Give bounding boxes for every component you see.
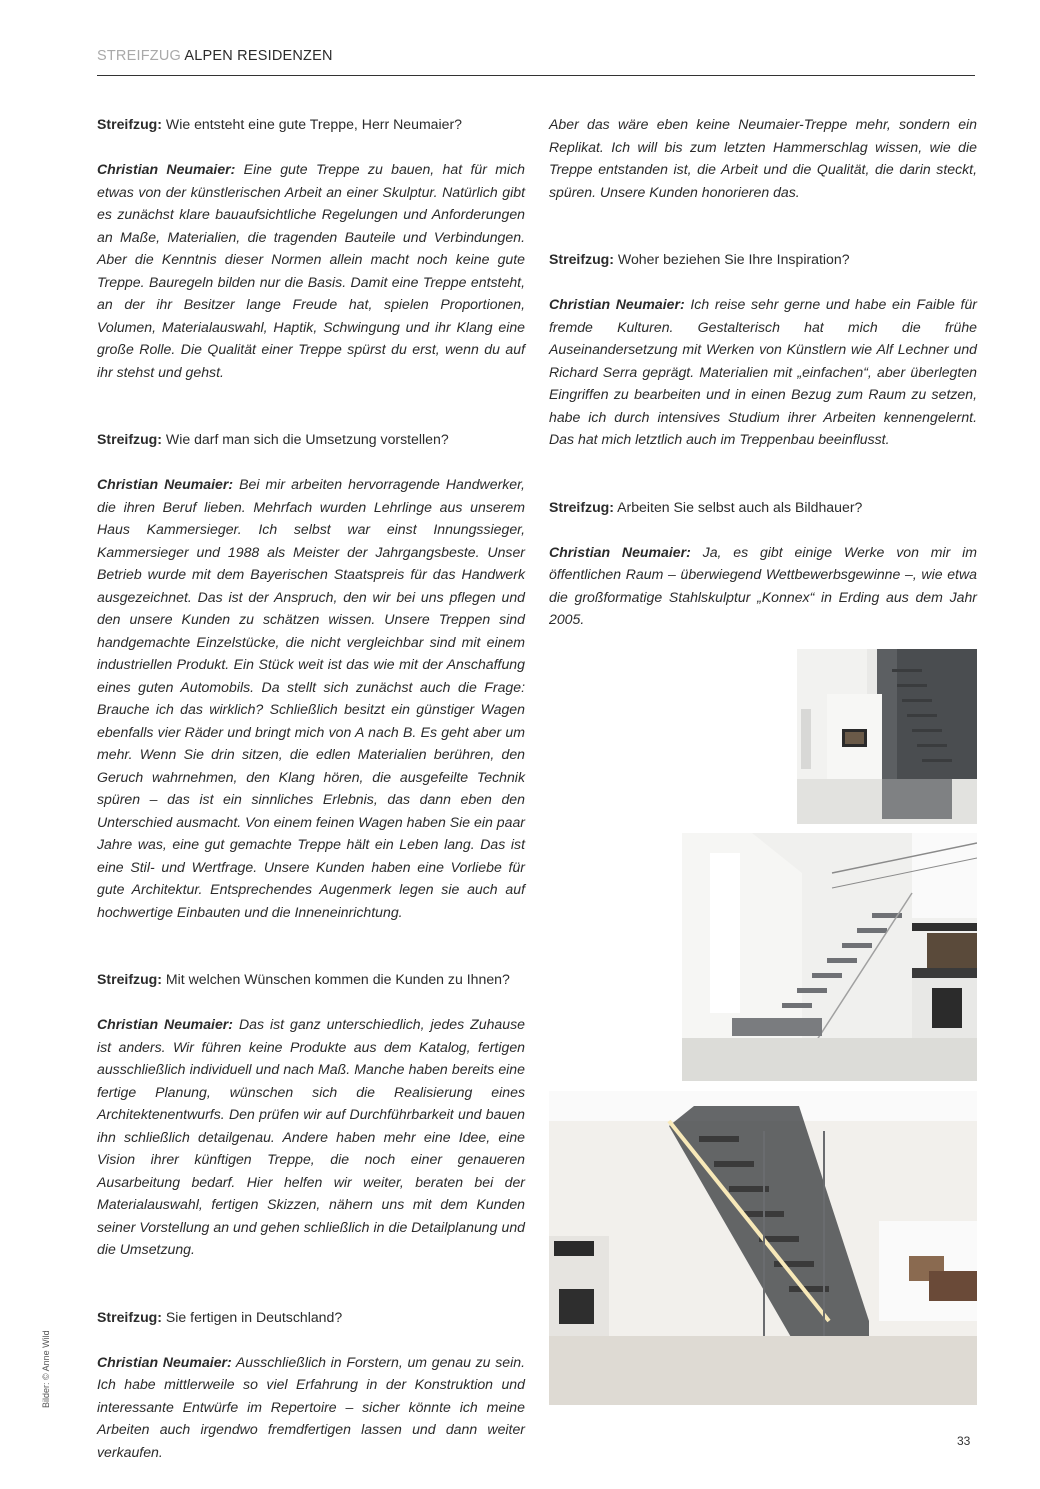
header-magazine: ALPEN RESIDENZEN [184,48,333,64]
question [549,496,977,519]
question-text: Mit welchen Wünschen kommen die Kunden zu Ihnen? [161,971,510,987]
speaker-label: Streifzug: [97,1308,162,1325]
speaker-label: Streifzug: [97,971,162,987]
answer-text: Ja, es gibt einige Werke von mir im öffentlichen Raum – überwiegend Wettbewerbsgewinne –, wie etwa die großformatige Stahlskulptur „Konnex“ in Erding aus dem Jahr 2005. [549,543,977,627]
speaker-label: Christian Neumaier: [97,476,234,492]
question-text: Arbeiten Sie selbst auch als Bildhauer? [613,498,863,515]
answer-text: Bei mir arbeiten hervorragende Handwerker, die ihren Beruf lieben. Mehrfach wurden Lehrlinge aus unserem Haus Kammersieger. Ich selbst war einst Innungssieger, Kammersieger und 1988 als Meister der Jahrgangsbeste. Unser Betrieb wurde mit dem Bayerischen Staatspreis für das Handwerk ausgezeichnet. Das ist der Anspruch, den wir bei uns pflegen und den unsere Kunden zu schätzen wissen. Unsere Treppen sind handgemachte Einzelstücke, die nicht vergleichbar sind mit einem industriellen Produkt. Ein Stück weit ist das wie mit der Anschaffung eines guten Automobils. Da stellt sich zunächst auch die Frage: Brauche ich das wirklich? Schließlich besitzt ein günstiger Wagen ebenfalls vier Räder und bringt mich von A nach B. Es geht aber um mehr. Wenn Sie drin sitzen, die edlen Materialien berühren, den Geruch wahrnehmen, den Klang hören, die ausgefeilte Technik spüren – das ist ein sinnliches Erlebnis, das dann eben den Unterschied ausmacht. Von einem feinen Wagen haben Sie ein paar Jahre was, eine gut gemachte Treppe hält ein Leben lang. Das ist eine Stil- und Wertfrage. Unsere Kunden haben eine Vorliebe für gute Architektur. Entsprechendes Augenmerk legen sie auch auf hochwertige Einbauten und die Inneneinrichtung. [97,476,525,920]
question-text: Wie entsteht eine gute Treppe, Herr Neumaier? [161,116,463,132]
right-column [549,113,977,631]
photo-credit: Bilder: © Anne Wild [41,1330,51,1408]
header-section: STREIFZUG [97,48,181,64]
speaker-label: Streifzug: [549,498,614,515]
answer-text: Aber das wäre eben keine Neumaier-Treppe mehr, sondern ein Replikat. Ich will bis zum letzten Hammerschlag wissen, wie die Treppe entstanden ist, die Arbeit und die Qualität, die darin steckt, spüren. Unsere Kunden honorieren das. [549,116,977,200]
staircase-photo-2 [682,833,977,1081]
question [97,428,525,451]
answer [549,293,977,451]
staircase-photo-1 [797,649,977,824]
speaker-label: Christian Neumaier: [549,543,691,560]
question-text: Sie fertigen in Deutschland? [161,1308,343,1325]
answer [97,1013,525,1261]
answer-text: Das ist ganz unterschiedlich, jedes Zuhause ist anders. Wir führen keine Produkte aus dem Katalog, fertigen ausschließlich individuell und nach Maß. Manche haben bereits eine fertige Planung, wünschen sich die Realisierung eines Architektenentwurfs. Den prüfen wir auf Durchführbarkeit und bauen ihn schließlich detailgenau. Andere haben mehr eine Idee, eine Vision ihrer künftigen Treppe, die noch einer genaueren Ausarbeitung bedarf. Hier helfen wir weiter, beraten bei der Materialauswahl, fertigen Skizzen, nähern uns mit dem Kunden seiner Vorstellung an und gehen schließlich in die Detailplanung und die Umsetzung. [97,1016,525,1257]
question [97,1306,525,1329]
question [97,113,525,136]
answer [97,158,525,383]
answer [97,1351,525,1464]
speaker-label: Streifzug: [549,251,614,267]
answer-text: Ich reise sehr gerne und habe ein Faible für fremde Kulturen. Gestalterisch hat mich die frühe Auseinandersetzung mit Werken von Künstlern wie Alf Lechner und Richard Serra geprägt. Materialien mit „einfachen“, aber überlegten Eingriffen zu bearbeiten und in einen Bezug zum Raum zu setzen, habe ich durch intensives Studium ihrer Arbeiten kennengelernt. Das hat mich letztlich auch im Treppenbau beeinflusst. [549,296,977,447]
speaker-label: Christian Neumaier: [549,296,685,312]
speaker-label: Christian Neumaier: [97,1353,232,1370]
speaker-label: Streifzug: [97,431,162,447]
answer-text: Ausschließlich in Forstern, um genau zu sein. Ich habe mittlerweile so viel Erfahrung in der Konstruktion und interessante Entwürfe im Repertoire – sicher könnte ich meine Arbeiten auch irgendwo fremdfertigen lassen und dann weiter verkaufen. [97,1353,525,1460]
page-number: 33 [957,1434,971,1448]
question-text: Wie darf man sich die Umsetzung vorstellen? [161,431,449,447]
speaker-label: Streifzug: [97,116,162,132]
left-column [97,113,525,1463]
question [97,968,525,991]
question [549,248,977,271]
answer-text: Eine gute Treppe zu bauen, hat für mich etwas von der künstlerischen Arbeit an einer Skulptur. Natürlich gibt es zunächst klare bauaufsichtliche Regelungen und Anforderungen an Maße, Materialien, die tragenden Bauteile und Verbindungen. Aber die Kenntnis dieser Normen allein macht noch keine gute Treppe. Bauregeln bilden nur die Basis. Damit eine Treppe entsteht, an der ihr Besitzer lange Freude hat, spielen Proportionen, Volumen, Materialauswahl, Haptik, Schwingung und ihr Klang eine große Rolle. Die Qualität einer Treppe spürst du erst, wenn du auf ihr stehst und gehst. [97,161,525,380]
speaker-label: Christian Neumaier: [97,1016,233,1032]
answer [97,473,525,923]
question-text: Woher beziehen Sie Ihre Inspiration? [613,251,850,267]
answer-continued [549,113,977,203]
speaker-label: Christian Neumaier: [97,161,236,177]
running-header [97,48,975,76]
answer [549,541,977,631]
staircase-photo-3 [549,1091,977,1405]
